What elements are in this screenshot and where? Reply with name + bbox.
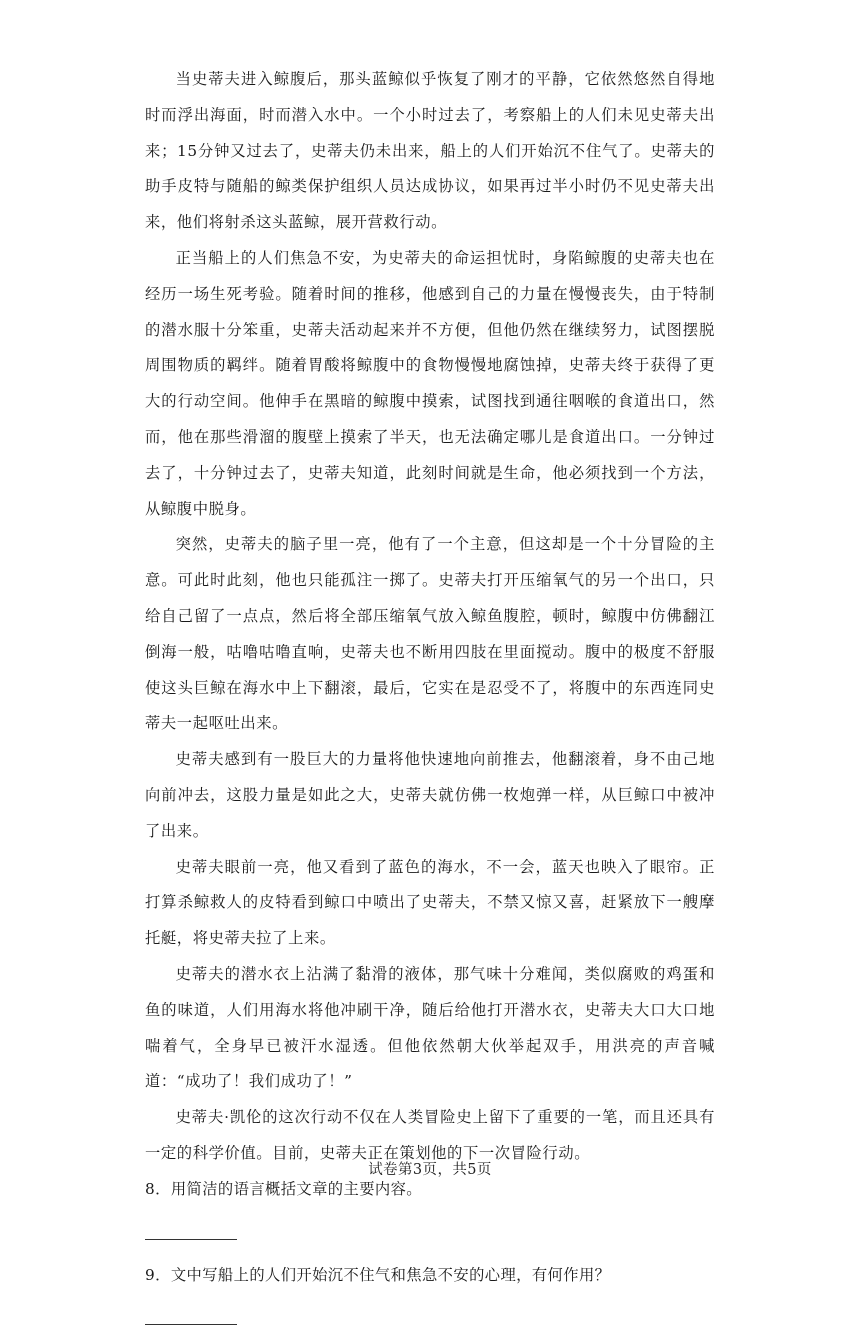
answer-line-9[interactable] bbox=[145, 1324, 237, 1325]
paragraph-4: 史蒂夫感到有一股巨大的力量将他快速地向前推去，他翻滚着，身不由己地向前冲去，这股力量是如此之大，史蒂夫就仿佛一枚炮弹一样，从巨鲸口中被冲了出来。 bbox=[145, 750, 715, 840]
page-footer: 试卷第3页，共5页 bbox=[368, 1162, 492, 1178]
answer-line-8[interactable] bbox=[145, 1239, 237, 1240]
document-body bbox=[145, 62, 715, 1343]
paragraph-6: 史蒂夫的潜水衣上沾满了黏滑的液体，那气味十分难闻，类似腐败的鸡蛋和鱼的味道，人们用海水将他冲刷干净，随后给他打开潜水衣，史蒂夫大口大口地喘着气，全身早已被汗水湿透。但他依然朝大伙举起双手，用洪亮的声音喊道：“成功了！我们成功了！” bbox=[145, 964, 715, 1091]
question-9: 9．文中写船上的人们开始沉不住气和焦急不安的心理，有何作用？ bbox=[145, 1265, 611, 1284]
paragraph-3: 突然，史蒂夫的脑子里一亮，他有了一个主意，但这却是一个十分冒险的主意。可此时此刻，他也只能孤注一掷了。史蒂夫打开压缩氧气的另一个出口，只给自己留了一点点，然后将全部压缩氧气放入鲸鱼腹腔，顿时，鲸腹中仿佛翻江倒海一般，咕噜咕噜直响，史蒂夫也不断用四肢在里面搅动。腹中的极度不舒服使这头巨鲸在海水中上下翻滚，最后，它实在是忍受不了，将腹中的东西连同史蒂夫一起呕吐出来。 bbox=[145, 535, 715, 733]
paragraph-7: 史蒂夫·凯伦的这次行动不仅在人类冒险史上留下了重要的一笔，而且还具有一定的科学价值。目前，史蒂夫正在策划他的下一次冒险行动。 bbox=[145, 1108, 715, 1162]
paragraph-5: 史蒂夫眼前一亮，他又看到了蓝色的海水，不一会，蓝天也映入了眼帘。正打算杀鲸救人的皮特看到鲸口中喷出了史蒂夫，不禁又惊又喜，赶紧放下一艘摩托艇，将史蒂夫拉了上来。 bbox=[145, 857, 715, 948]
paragraph-1: 当史蒂夫进入鲸腹后，那头蓝鲸似乎恢复了刚才的平静，它依然悠然自得地时而浮出海面，时而潜入水中。一个小时过去了，考察船上的人们未见史蒂夫出来；15分钟又过去了，史蒂夫仍未出来，船上的人们开始沉不住气了。史蒂夫的助手皮特与随船的鲸类保护组织人员达成协议，如果再过半小时仍不见史蒂夫出来，他们将射杀这头蓝鲸，展开营救行动。 bbox=[145, 70, 715, 232]
paragraph-2: 正当船上的人们焦急不安，为史蒂夫的命运担忧时，身陷鲸腹的史蒂夫也在经历一场生死考验。随着时间的推移，他感到自己的力量在慢慢丧失，由于特制的潜水服十分笨重，史蒂夫活动起来并不方便，但他仍然在继续努力，试图摆脱周围物质的羁绊。随着胃酸将鲸腹中的食物慢慢地腐蚀掉，史蒂夫终于获得了更大的行动空间。他伸手在黑暗的鲸腹中摸索，试图找到通往咽喉的食道出口，然而，他在那些滑溜的腹壁上摸索了半天，也无法确定哪儿是食道出口。一分钟过去了，十分钟过去了，史蒂夫知道，此刻时间就是生命，他必须找到一个方法，从鲸腹中脱身。 bbox=[145, 248, 715, 518]
question-8: 8．用简洁的语言概括文章的主要内容。 bbox=[145, 1179, 422, 1198]
